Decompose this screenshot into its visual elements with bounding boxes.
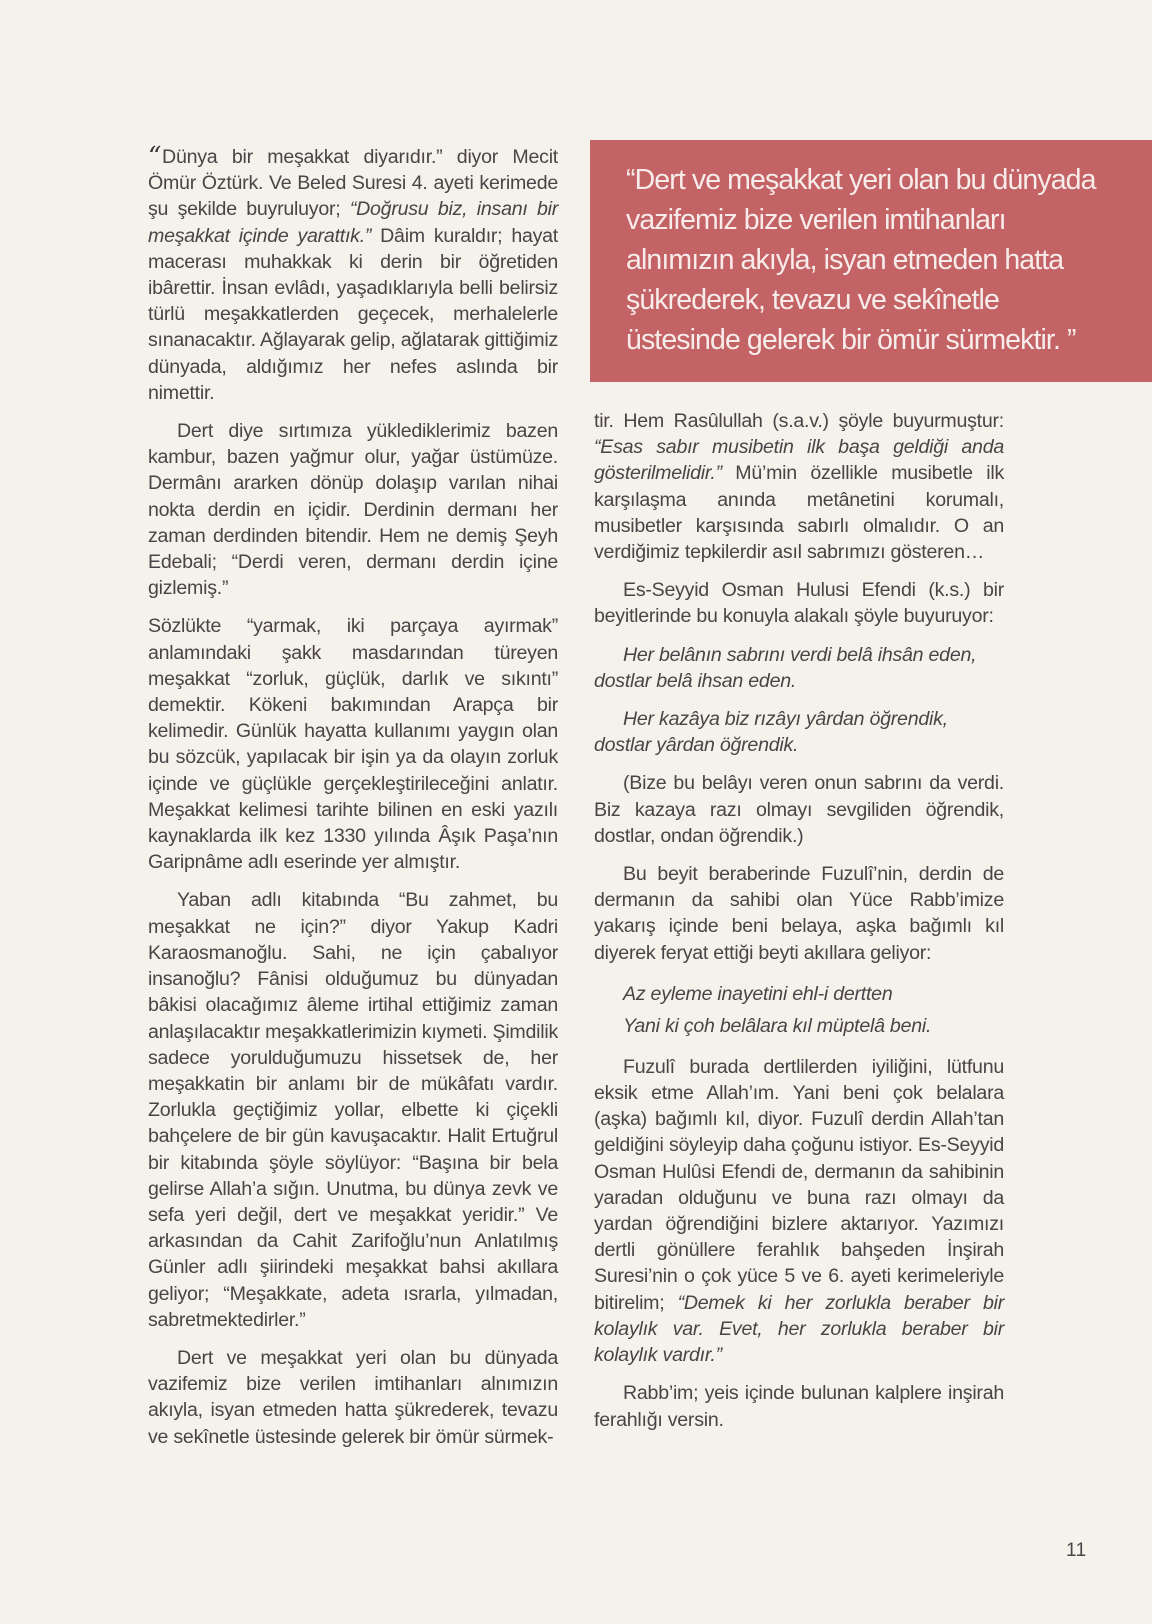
verse-2-line-1: Her kazâya biz rızâyı yârdan öğrendik,	[623, 708, 948, 731]
verse-2-line-2: dostlar yârdan öğrendik.	[594, 734, 799, 757]
paragraph-rasulullah-tail: Mü’min özellikle musibetle ilk karşılaşma anında metânetini korumalı, musibetler karşısında sabırlı olmalıdır. O an verdiğimiz tepkilerdir asıl sabrımızı gösteren…	[594, 462, 1004, 564]
paragraph-fuzuli: Bu beyit beraberinde Fuzulî’nin, derdin de dermanın da sahibi olan Yüce Rabb’imize yakarış içinde beni belaya, aşka bağımlı kıl diyerek feryat ettiği beyti akıllara geliyor:	[594, 863, 1004, 964]
verse-1-line-1: Her belânın sabrını verdi belâ ihsân eden,	[623, 643, 977, 666]
paragraph-rasulullah-lead: tir. Hem Rasûlullah (s.a.v.) şöyle buyurmuştur:	[594, 410, 1004, 432]
paragraph-rasulullah	[594, 408, 1004, 565]
verse-3-line-1: Az eyleme inayetini ehl-i dertten	[623, 982, 893, 1005]
paragraph-sozluk: Sözlükte “yarmak, iki parçaya ayırmak” anlamındaki şakk masdarından türeyen meşakkat “zorluk, güçlük, darlık ve sıkıntı” demektir. Kökeni bakımından Arapça bir kelimedir. Günlük hayatta kullanımı yaygın olan bu sözcük, yapılacak bir işin ya da olayın zorluk içinde ve güçlükle gerçekleştirileceğini anlatır. Meşakkat kelimesi tarihte bilinen en eski yazılı kaynaklarda ilk kez 1330 yılında Âşık Paşa’nın Garipnâme adlı eserinde yer almıştır.	[148, 615, 558, 874]
paragraph-conclusion-verse: “Demek ki her zorlukla beraber bir kolaylık var. Evet, her zorlukla beraber bir kolaylık vardır.”	[594, 1291, 1004, 1367]
page-number: 11	[1066, 1540, 1087, 1561]
opening-quote-mark: “	[148, 142, 162, 172]
paragraph-conclusion-lead: Fuzulî burada dertlilerden iyiliğini, lütfunu eksik etme Allah’ım. Yani beni çok belalara (aşka) bağımlı kıl, diyor. Fuzulî derdin Allah’tan geldiğini söyleyip daha çoğunu istiyor. Es-Seyyid Osman Hulûsi Efendi de, dermanın da sahibinin yaradan olduğunu ve buna razı olmayı da yardan öğrendiğini bizlere aktarıyor. Yazımızı dertli gönüllere ferahlık bahşeden İnşirah Suresi’nin o çok yüce 5 ve 6. ayeti kerimeleriyle bitirelim;	[594, 1055, 1004, 1314]
paragraph-intro	[148, 144, 558, 406]
verse-3	[623, 978, 1004, 1042]
paragraph-intro-tail: Dâim kuraldır; hayat macerası muhakkak ki derin bir öğretiden ibârettir. İnsan evlâdı, yaşadıklarıyla belli belirsiz türlü meşakkatlerden geçecek, merhalelerle sınanacaktır. Ağlayarak gelip, ağlatarak gittiğimiz dünyada, aldığımız her nefes aslında bir nimettir.	[148, 224, 558, 404]
pull-quote-text: “Dert ve meşakkat yeri olan bu dünyada vazifemiz bize verilen imtihanları alnımızın akıyla, isyan etmeden hatta şükrederek, tevazu ve sekînetle üstesinde gelerek bir ömür sürmektir. ”	[626, 164, 1096, 356]
paragraph-hulusi: Es-Seyyid Osman Hulusi Efendi (k.s.) bir beyitlerinde bu konuyla alakalı şöyle buyuruyor:	[594, 579, 1004, 628]
paragraph-vazife: Dert ve meşakkat yeri olan bu dünyada vazifemiz bize verilen imtihanları alnımızın akıyla, isyan etmeden hatta şükrederek, tevazu ve sekînetle üstesinde gelerek bir ömür sürmek-	[148, 1346, 558, 1448]
left-text-column	[148, 144, 558, 1462]
verse-2	[594, 706, 1004, 758]
paragraph-prayer: Rabb’im; yeis içinde bulunan kalplere inşirah ferahlığı versin.	[594, 1382, 1004, 1431]
paragraph-conclusion	[594, 1054, 1004, 1368]
verse-3-line-2: Yani ki çoh belâlara kıl müptelâ beni.	[623, 1014, 932, 1037]
paragraph-intro-lead: Dünya bir meşakkat diyarıdır.” diyor Mecit Ömür Öztürk. Ve Beled Suresi 4. ayeti kerimede şu şekilde buyruluyor;	[148, 146, 558, 221]
paragraph-translation: (Bize bu belâyı veren onun sabrını da verdi. Biz kazaya razı olmayı sevgiliden öğrendik, dostlar, ondan öğrendik.)	[594, 772, 1004, 847]
pull-quote-box	[590, 140, 1152, 382]
right-text-column	[594, 408, 1004, 1445]
paragraph-dert: Dert diye sırtımıza yüklediklerimiz bazen kambur, bazen yağmur olur, yağar üstümüze. Dermânı ararken dönüp dolaşıp varılan nihai nokta derdin en içidir. Derdinin dermanı her zaman derdinden bitendir. Hem ne demiş Şeyh Edebali; “Derdi veren, dermanı derdin içine gizlemiş.”	[148, 420, 558, 600]
paragraph-intro-verse: “Doğrusu biz, insanı bir meşakkat içinde yarattık.”	[148, 198, 558, 247]
paragraph-rasulullah-hadith: “Esas sabır musibetin ilk başa geldiği anda gösterilmelidir.”	[594, 436, 1004, 485]
verse-1-line-2: dostlar belâ ihsan eden.	[594, 669, 797, 692]
paragraph-yaban: Yaban adlı kitabında “Bu zahmet, bu meşakkat ne için?” diyor Yakup Kadri Karaosmanoğlu. Sahi, ne için çabalıyor insanoğlu? Fânisi olduğumuz bu dünyadan bâkisi olacağımız âleme irtihal ettiğimiz zaman anlaşılacaktır meşakkatlerimizin kıymeti. Şimdilik sadece yorulduğumuzu hissetsek de, her meşakkatin bir anlamı bir de mükâfatı vardır. Zorlukla geçtiğimiz yollar, elbette ki çiçekli bahçelere de bir gün kavuşacaktır. Halit Ertuğrul bir kitabında şöyle söylüyor: “Başına bir bela gelirse Allah’a sığın. Unutma, bu dünya zevk ve sefa yeri değil, dert ve meşakkat yeridir.” Ve arkasından da Cahit Zarifoğlu’nun Anlatılmış Günler adlı şiirindeki meşakkat bahsi akıllara geliyor; “Meşakkate, adeta ısrarla, yılmadan, sabretmektedirler.”	[148, 889, 558, 1331]
verse-1	[594, 642, 1004, 694]
